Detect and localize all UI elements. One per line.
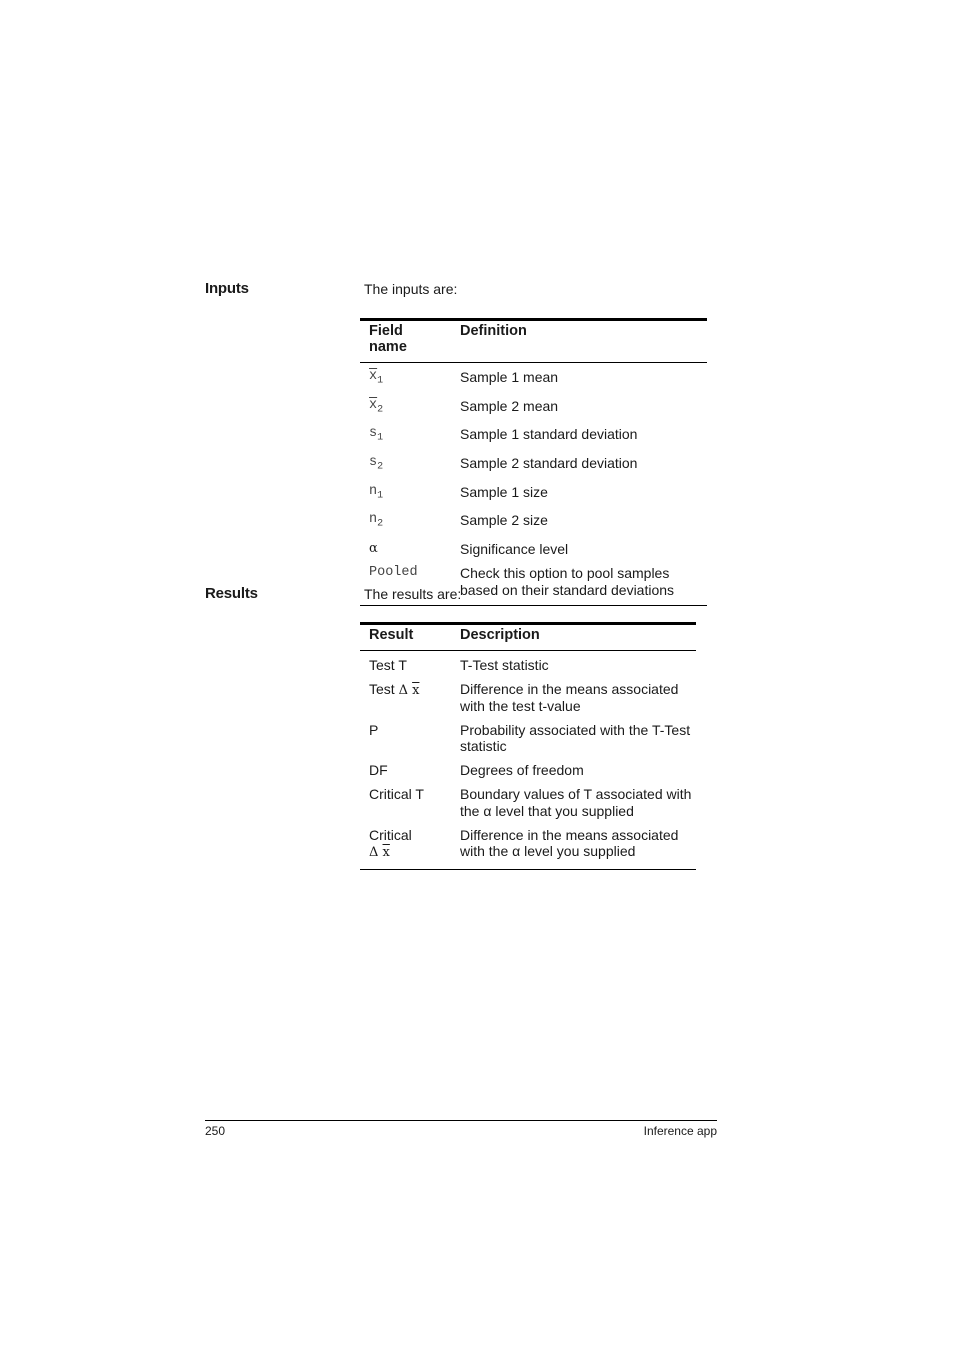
definition: Check this option to pool samples based on their standard deviations xyxy=(460,565,675,598)
table-row xyxy=(360,762,696,786)
definition: Sample 1 standard deviation xyxy=(460,426,638,443)
inputs-heading: Inputs xyxy=(205,280,249,297)
field-s1: $s_1$ xyxy=(369,426,384,445)
col-result: Result xyxy=(369,627,414,643)
page-number: 250 xyxy=(205,1124,226,1138)
description: Probability associated with the T-Test statistic xyxy=(460,721,691,754)
definition: Sample 2 size xyxy=(460,512,548,529)
description: Degrees of freedom xyxy=(460,762,584,778)
running-title: Inference app xyxy=(643,1124,717,1138)
field-n2: $n_2$ xyxy=(369,512,384,531)
result-name: Critical T xyxy=(369,786,424,802)
col-field-name: Field name xyxy=(369,323,407,355)
table-row xyxy=(360,651,696,682)
table-row xyxy=(360,398,707,427)
definition: Significance level xyxy=(460,541,569,558)
result-name: DF xyxy=(369,762,388,778)
definition: Sample 2 mean xyxy=(460,397,559,414)
field-pooled: Pooled xyxy=(369,565,418,581)
field-x1bar: $\overline{x}_1$ xyxy=(369,369,384,387)
field-n1: $n_1$ xyxy=(369,483,384,502)
results-table xyxy=(360,622,696,870)
inputs-intro: The inputs are: xyxy=(364,281,458,297)
col-description: Description xyxy=(460,627,540,643)
inputs-table-header xyxy=(360,320,707,363)
description: T-Test statistic xyxy=(460,657,549,673)
definition: Sample 1 size xyxy=(460,483,548,500)
table-row xyxy=(360,786,696,827)
footer-rule xyxy=(205,1120,717,1121)
col-definition: Definition xyxy=(460,323,527,339)
table-row xyxy=(360,484,707,513)
results-intro: The results are: xyxy=(364,586,462,602)
results-heading: Results xyxy=(205,585,258,602)
table-row xyxy=(360,512,707,541)
definition: Sample 1 mean xyxy=(460,369,559,385)
table-row xyxy=(360,363,707,398)
result-name: Test T xyxy=(369,657,407,673)
table-row xyxy=(360,455,707,484)
table-row xyxy=(360,541,707,565)
field-alpha: α xyxy=(369,541,378,557)
field-s2: $s_2$ xyxy=(369,455,384,473)
results-table-header xyxy=(360,624,696,651)
description: Difference in the means associated with the test t-value xyxy=(460,681,679,714)
description: Difference in the means associated with the α level you supplied xyxy=(460,826,679,859)
definition: Sample 2 standard deviation xyxy=(460,455,638,472)
table-row xyxy=(360,722,696,763)
field-x2bar: $\overline{x}_2$ xyxy=(369,397,384,416)
result-name: P xyxy=(369,721,379,738)
table-row xyxy=(360,827,696,870)
result-name: Test Δ $\overline{x}$ xyxy=(369,681,420,698)
table-row xyxy=(360,426,707,455)
result-name: Critical Δ $\overline{x}$ xyxy=(369,826,412,860)
description: Boundary values of T associated with the α level that you supplied xyxy=(460,786,692,819)
table-row xyxy=(360,681,696,722)
inputs-table xyxy=(360,318,707,606)
